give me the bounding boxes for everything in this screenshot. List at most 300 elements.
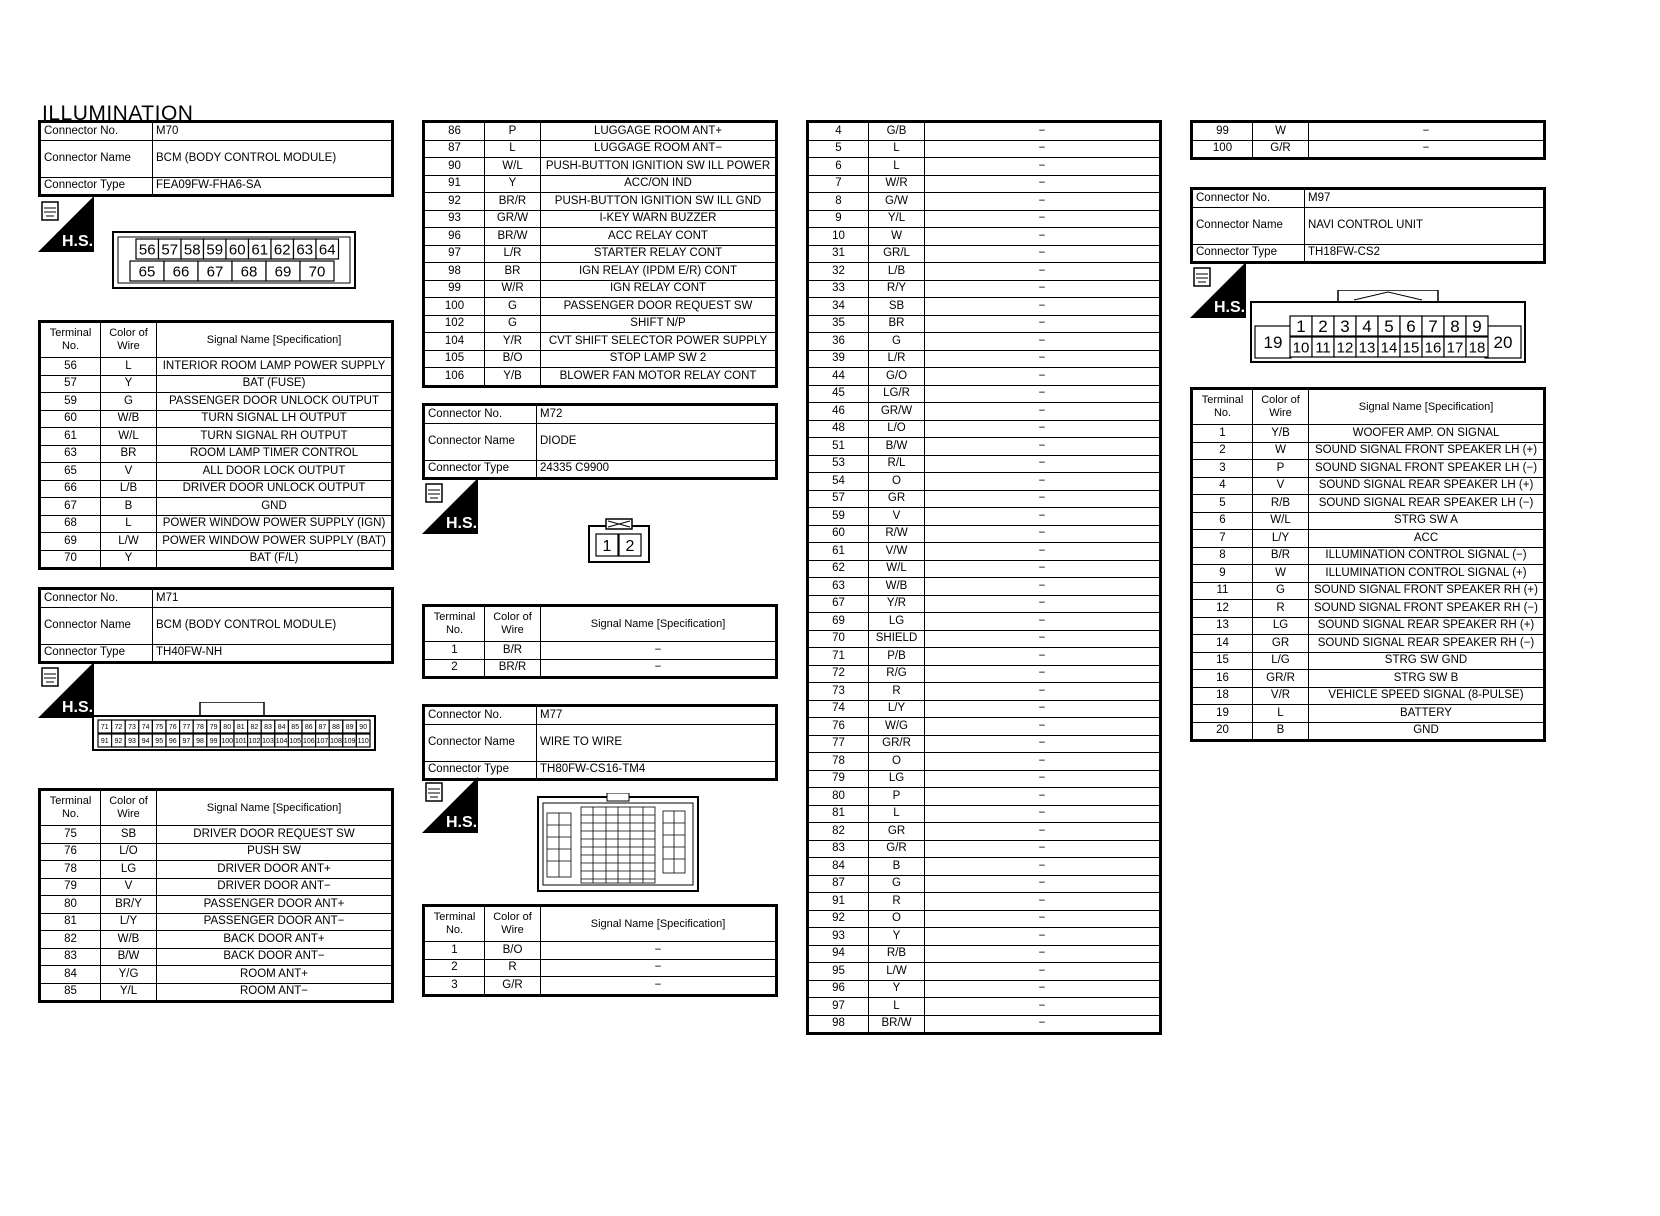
wire-color: BR: [869, 315, 925, 333]
wire-color: L/W: [869, 963, 925, 981]
terminal-no: 66: [40, 480, 101, 498]
wire-color: R/G: [869, 665, 925, 683]
pin-label: 99: [209, 738, 218, 746]
connector-name-label: Connector Name: [40, 140, 153, 177]
table-row: [1192, 140, 1545, 159]
signal-name: GND: [157, 498, 393, 516]
table-row: [1192, 425, 1545, 443]
table-row: [808, 875, 1161, 893]
table-row: [808, 945, 1161, 963]
wire-color: Y/R: [869, 595, 925, 613]
signal-name: −: [925, 805, 1161, 823]
wire-color: LG: [869, 770, 925, 788]
table-row: [1192, 530, 1545, 548]
signal-name: ILLUMINATION CONTROL SIGNAL (+): [1309, 565, 1545, 583]
terminal-no: 98: [808, 1015, 869, 1034]
connector-no-label: Connector No.: [40, 589, 153, 608]
signal-name: IGN RELAY CONT: [541, 280, 777, 298]
wire-color: Y/B: [1253, 425, 1309, 443]
table-row: [40, 913, 393, 931]
connector-no-value: M72: [537, 405, 777, 424]
wire-color: L/R: [869, 350, 925, 368]
terminal-no: 97: [808, 998, 869, 1016]
pin-label: 1: [602, 537, 612, 555]
terminal-no: 72: [808, 665, 869, 683]
m70-info: [38, 120, 394, 197]
terminal-no: 86: [424, 122, 485, 141]
signal-name: BAT (F/L): [157, 550, 393, 569]
hs-label: H.S.: [446, 515, 478, 532]
signal-name: −: [925, 560, 1161, 578]
signal-header: Signal Name [Specification]: [157, 322, 393, 358]
signal-name: −: [925, 508, 1161, 526]
signal-name: SOUND SIGNAL REAR SPEAKER RH (−): [1309, 635, 1545, 653]
terminal-no: 87: [424, 140, 485, 158]
wire-color: Y: [485, 175, 541, 193]
wire-color: Y/R: [485, 333, 541, 351]
terminal-no: 62: [808, 560, 869, 578]
pin-label: 80: [223, 724, 232, 732]
terminal-no: 61: [40, 428, 101, 446]
wire-color: Y: [101, 550, 157, 569]
terminal-no-header: Terminal No.: [424, 906, 485, 942]
terminal-no: 78: [40, 861, 101, 879]
connector-name-label: Connector Name: [1192, 207, 1305, 244]
pin-label: 103: [262, 738, 274, 746]
color-header: Color of Wire: [101, 790, 157, 826]
hs-icon: [38, 196, 94, 252]
wire-color: BR: [485, 263, 541, 281]
wire-color: G/R: [869, 840, 925, 858]
connector-name-value: DIODE: [537, 423, 777, 460]
m77-terminal-table-cont: [806, 120, 1162, 1035]
terminal-no: 63: [40, 445, 101, 463]
connector-no-label: Connector No.: [424, 405, 537, 424]
connector-name-value: BCM (BODY CONTROL MODULE): [153, 607, 393, 644]
signal-name: LUGGAGE ROOM ANT−: [541, 140, 777, 158]
signal-name: −: [925, 928, 1161, 946]
terminal-no: 14: [1192, 635, 1253, 653]
terminal-no: 90: [424, 158, 485, 176]
connector-name-label: Connector Name: [424, 423, 537, 460]
pin-label: 100: [221, 738, 234, 746]
signal-name: −: [925, 823, 1161, 841]
terminal-no: 69: [40, 533, 101, 551]
terminal-no: 67: [40, 498, 101, 516]
table-row: [808, 438, 1161, 456]
wire-color: L: [485, 140, 541, 158]
wire-color: G/B: [869, 122, 925, 141]
signal-name: −: [925, 122, 1161, 141]
wire-color: V: [1253, 477, 1309, 495]
terminal-no: 8: [808, 193, 869, 211]
m71-terminal-table: [38, 788, 394, 1003]
wire-color: G: [1253, 582, 1309, 600]
terminal-no: 59: [808, 508, 869, 526]
pin-label: 70: [308, 263, 326, 281]
terminal-no: 73: [808, 683, 869, 701]
table-row: [40, 375, 393, 393]
terminal-no: 4: [808, 122, 869, 141]
wire-color: GR/L: [869, 245, 925, 263]
table-row: [808, 140, 1161, 158]
pin-label: 91: [100, 738, 109, 746]
signal-name: −: [925, 630, 1161, 648]
signal-name: PASSENGER DOOR REQUEST SW: [541, 298, 777, 316]
table-row: [1192, 442, 1545, 460]
terminal-no: 81: [40, 913, 101, 931]
pin-label: 71: [100, 724, 109, 732]
wire-color: G: [869, 875, 925, 893]
connector-no-label: Connector No.: [1192, 189, 1305, 208]
pin-label: 97: [182, 738, 191, 746]
table-row: [1192, 477, 1545, 495]
terminal-no: 33: [808, 280, 869, 298]
signal-name: STRG SW B: [1309, 670, 1545, 688]
connector-name-value: BCM (BODY CONTROL MODULE): [153, 140, 393, 177]
terminal-no: 6: [1192, 512, 1253, 530]
pin-label: 2: [625, 537, 635, 555]
table-row: [808, 525, 1161, 543]
terminal-no: 60: [40, 410, 101, 428]
wire-color: R: [869, 893, 925, 911]
pin-label: 83: [264, 724, 272, 732]
pin-label: 88: [332, 724, 340, 732]
terminal-no: 76: [40, 843, 101, 861]
terminal-no: 67: [808, 595, 869, 613]
connector-type-label: Connector Type: [40, 644, 153, 663]
wire-color: L/Y: [1253, 530, 1309, 548]
signal-name: PUSH-BUTTON IGNITION SW ILL GND: [541, 193, 777, 211]
pin-label: 14: [1380, 339, 1398, 357]
signal-name: VEHICLE SPEED SIGNAL (8-PULSE): [1309, 687, 1545, 705]
latch-mark: [1354, 292, 1422, 300]
table-row: [40, 550, 393, 569]
signal-name: BATTERY: [1309, 705, 1545, 723]
signal-name: SOUND SIGNAL REAR SPEAKER LH (+): [1309, 477, 1545, 495]
pin-label: 13: [1358, 339, 1376, 357]
pin-label: 102: [248, 738, 261, 746]
signal-name: ALL DOOR LOCK OUTPUT: [157, 463, 393, 481]
wire-color: Y/B: [485, 368, 541, 387]
wire-color: Y: [869, 928, 925, 946]
pin-label: 94: [141, 738, 150, 746]
table-row: [1192, 687, 1545, 705]
m72-info: [422, 403, 778, 480]
table-row: [1192, 547, 1545, 565]
pin-label: 90: [359, 724, 368, 732]
terminal-no: 96: [808, 980, 869, 998]
signal-name: −: [925, 770, 1161, 788]
table-row: [1192, 705, 1545, 723]
table-row: [808, 210, 1161, 228]
pin-label: 58: [183, 241, 201, 259]
color-header: Color of Wire: [101, 322, 157, 358]
wire-color: L: [869, 805, 925, 823]
terminal-no: 82: [808, 823, 869, 841]
terminal-no: 70: [40, 550, 101, 569]
signal-name: ACC: [1309, 530, 1545, 548]
pin-label: 104: [275, 738, 288, 746]
terminal-no-header: Terminal No.: [40, 322, 101, 358]
signal-name: I-KEY WARN BUZZER: [541, 210, 777, 228]
wire-color: B: [101, 498, 157, 516]
color-header: Color of Wire: [485, 906, 541, 942]
table-row: [808, 228, 1161, 246]
wire-color: BR/R: [485, 193, 541, 211]
pin-label: 79: [209, 724, 218, 732]
signal-name: ROOM ANT+: [157, 966, 393, 984]
terminal-no: 45: [808, 385, 869, 403]
table-row: [40, 463, 393, 481]
signal-name: −: [925, 963, 1161, 981]
signal-name: −: [925, 385, 1161, 403]
wire-color: GR: [869, 490, 925, 508]
table-row: [424, 245, 777, 263]
pin-label: 98: [196, 738, 204, 746]
table-row: [808, 595, 1161, 613]
table-row: [808, 980, 1161, 998]
terminal-no: 57: [808, 490, 869, 508]
hs-icon: [38, 662, 94, 718]
terminal-no: 92: [808, 910, 869, 928]
connector-name-value: WIRE TO WIRE: [537, 724, 777, 761]
terminal-no: 98: [424, 263, 485, 281]
table-row: [424, 228, 777, 246]
signal-name: BACK DOOR ANT−: [157, 948, 393, 966]
signal-name: STOP LAMP SW 2: [541, 350, 777, 368]
pin-label: 107: [316, 738, 329, 746]
terminal-no: 91: [424, 175, 485, 193]
terminal-no: 99: [1192, 122, 1253, 141]
signal-name: −: [925, 910, 1161, 928]
wire-color: G: [485, 298, 541, 316]
table-row: [808, 560, 1161, 578]
terminal-no: 100: [424, 298, 485, 316]
signal-name: −: [925, 543, 1161, 561]
terminal-no: 104: [424, 333, 485, 351]
wire-color: L: [101, 515, 157, 533]
wire-color: R/W: [869, 525, 925, 543]
signal-name: −: [925, 298, 1161, 316]
signal-name: −: [925, 665, 1161, 683]
wire-color: Y: [101, 375, 157, 393]
signal-name: PUSH-BUTTON IGNITION SW ILL POWER: [541, 158, 777, 176]
table-row: [424, 193, 777, 211]
pin-label: 92: [114, 738, 123, 746]
wire-color: W/B: [101, 931, 157, 949]
wire-color: W/L: [869, 560, 925, 578]
terminal-no: 102: [424, 315, 485, 333]
connector-type-value: TH80FW-CS16-TM4: [537, 761, 777, 780]
pin-label: 96: [168, 738, 177, 746]
table-row: [808, 122, 1161, 141]
signal-name: TURN SIGNAL LH OUTPUT: [157, 410, 393, 428]
table-row: [40, 480, 393, 498]
table-row: [40, 393, 393, 411]
signal-name: STRG SW A: [1309, 512, 1545, 530]
terminal-no: 76: [808, 718, 869, 736]
wire-color: W/B: [869, 578, 925, 596]
pin-label: 5: [1384, 317, 1394, 337]
terminal-no: 95: [808, 963, 869, 981]
table-row: [808, 455, 1161, 473]
terminal-no: 81: [808, 805, 869, 823]
table-row: [808, 368, 1161, 386]
connector-type-label: Connector Type: [424, 761, 537, 780]
table-row: [40, 515, 393, 533]
signal-name: −: [925, 140, 1161, 158]
wire-color: V/W: [869, 543, 925, 561]
signal-name: −: [541, 942, 777, 960]
wire-color: L/R: [485, 245, 541, 263]
pin-label: 2: [1318, 317, 1328, 337]
connector-type-label: Connector Type: [424, 460, 537, 479]
signal-name: −: [925, 700, 1161, 718]
pin-label: 12: [1336, 339, 1354, 357]
table-row: [1192, 495, 1545, 513]
table-row: [40, 878, 393, 896]
terminal-no: 83: [808, 840, 869, 858]
m72-terminal-table: [422, 604, 778, 679]
table-row: [424, 158, 777, 176]
table-row: [808, 963, 1161, 981]
connector-no-value: M71: [153, 589, 393, 608]
m72-connector-face: [588, 518, 650, 569]
wire-color: L/B: [101, 480, 157, 498]
pin-label: 9: [1472, 317, 1482, 337]
table-row: [808, 770, 1161, 788]
terminal-no: 100: [1192, 140, 1253, 159]
wire-color: GR/R: [1253, 670, 1309, 688]
wire-color: SB: [101, 826, 157, 844]
table-row: [40, 533, 393, 551]
terminal-no: 19: [1192, 705, 1253, 723]
signal-name: −: [925, 735, 1161, 753]
terminal-no: 78: [808, 753, 869, 771]
wire-color: Y: [869, 980, 925, 998]
wire-color: B/O: [485, 942, 541, 960]
wire-color: R: [485, 959, 541, 977]
table-row: [808, 490, 1161, 508]
wire-color: G/R: [485, 977, 541, 996]
wire-color: W/R: [485, 280, 541, 298]
terminal-no: 32: [808, 263, 869, 281]
pin-label: 101: [234, 738, 247, 746]
table-row: [1192, 635, 1545, 653]
wire-color: W: [1253, 122, 1309, 141]
m70-connector-face: [112, 231, 356, 294]
terminal-no: 97: [424, 245, 485, 263]
signal-name: −: [925, 893, 1161, 911]
table-row: [808, 840, 1161, 858]
wire-color: O: [869, 753, 925, 771]
pin-label: 7: [1428, 317, 1438, 337]
signal-name: −: [541, 977, 777, 996]
wire-color: L/Y: [869, 700, 925, 718]
signal-name: DRIVER DOOR ANT+: [157, 861, 393, 879]
wire-color: G/W: [869, 193, 925, 211]
table-row: [808, 385, 1161, 403]
table-row: [40, 966, 393, 984]
pin-label: 61: [251, 241, 269, 259]
m77-info: [422, 704, 778, 781]
table-row: [808, 578, 1161, 596]
terminal-no: 36: [808, 333, 869, 351]
signal-name: −: [925, 945, 1161, 963]
pin-label: 85: [291, 724, 300, 732]
connector-no-value: M97: [1305, 189, 1545, 208]
wire-color: V: [869, 508, 925, 526]
pin-label: 87: [318, 724, 327, 732]
pin-label: 105: [289, 738, 302, 746]
signal-name: DRIVER DOOR ANT−: [157, 878, 393, 896]
wire-color: W/G: [869, 718, 925, 736]
m77-connector-face: [537, 793, 699, 898]
signal-name: −: [925, 420, 1161, 438]
wire-color: O: [869, 910, 925, 928]
signal-header: Signal Name [Specification]: [541, 606, 777, 642]
table-row: [808, 893, 1161, 911]
signal-name: −: [541, 959, 777, 977]
signal-name: −: [925, 438, 1161, 456]
pin-label: 18: [1468, 339, 1486, 357]
table-row: [808, 613, 1161, 631]
pin-label: 20: [1493, 333, 1513, 353]
terminal-no: 99: [424, 280, 485, 298]
table-row: [808, 630, 1161, 648]
table-row: [40, 948, 393, 966]
terminal-no-header: Terminal No.: [40, 790, 101, 826]
page-title: ILLUMINATION: [42, 102, 194, 125]
wire-color: W/L: [485, 158, 541, 176]
pin-label: 63: [296, 241, 314, 259]
wire-color: L: [869, 158, 925, 176]
terminal-no: 84: [40, 966, 101, 984]
wire-color: L/O: [869, 420, 925, 438]
wire-color: B/W: [101, 948, 157, 966]
terminal-no: 83: [40, 948, 101, 966]
connector-no-label: Connector No.: [40, 122, 153, 141]
wire-color: V: [101, 463, 157, 481]
signal-name: −: [925, 368, 1161, 386]
m97-info: [1190, 187, 1546, 264]
pin-label: 66: [172, 263, 190, 281]
wire-color: B/R: [485, 642, 541, 660]
signal-name: −: [925, 210, 1161, 228]
terminal-no: 96: [424, 228, 485, 246]
wire-color: L: [869, 998, 925, 1016]
pin-label: 64: [318, 241, 336, 259]
wire-color: LG: [869, 613, 925, 631]
signal-name: POWER WINDOW POWER SUPPLY (IGN): [157, 515, 393, 533]
signal-name: ILLUMINATION CONTROL SIGNAL (−): [1309, 547, 1545, 565]
wire-color: W: [1253, 442, 1309, 460]
table-row: [40, 896, 393, 914]
pin-label: 10: [1292, 339, 1310, 357]
wire-color: GR/W: [485, 210, 541, 228]
terminal-no: 53: [808, 455, 869, 473]
signal-name: −: [925, 595, 1161, 613]
pin-label: 86: [304, 724, 313, 732]
terminal-no: 11: [1192, 582, 1253, 600]
table-row: [808, 700, 1161, 718]
wire-color: R/Y: [869, 280, 925, 298]
pin-label: 59: [206, 241, 224, 259]
wire-color: B/O: [485, 350, 541, 368]
table-row: [808, 350, 1161, 368]
table-row: [808, 998, 1161, 1016]
